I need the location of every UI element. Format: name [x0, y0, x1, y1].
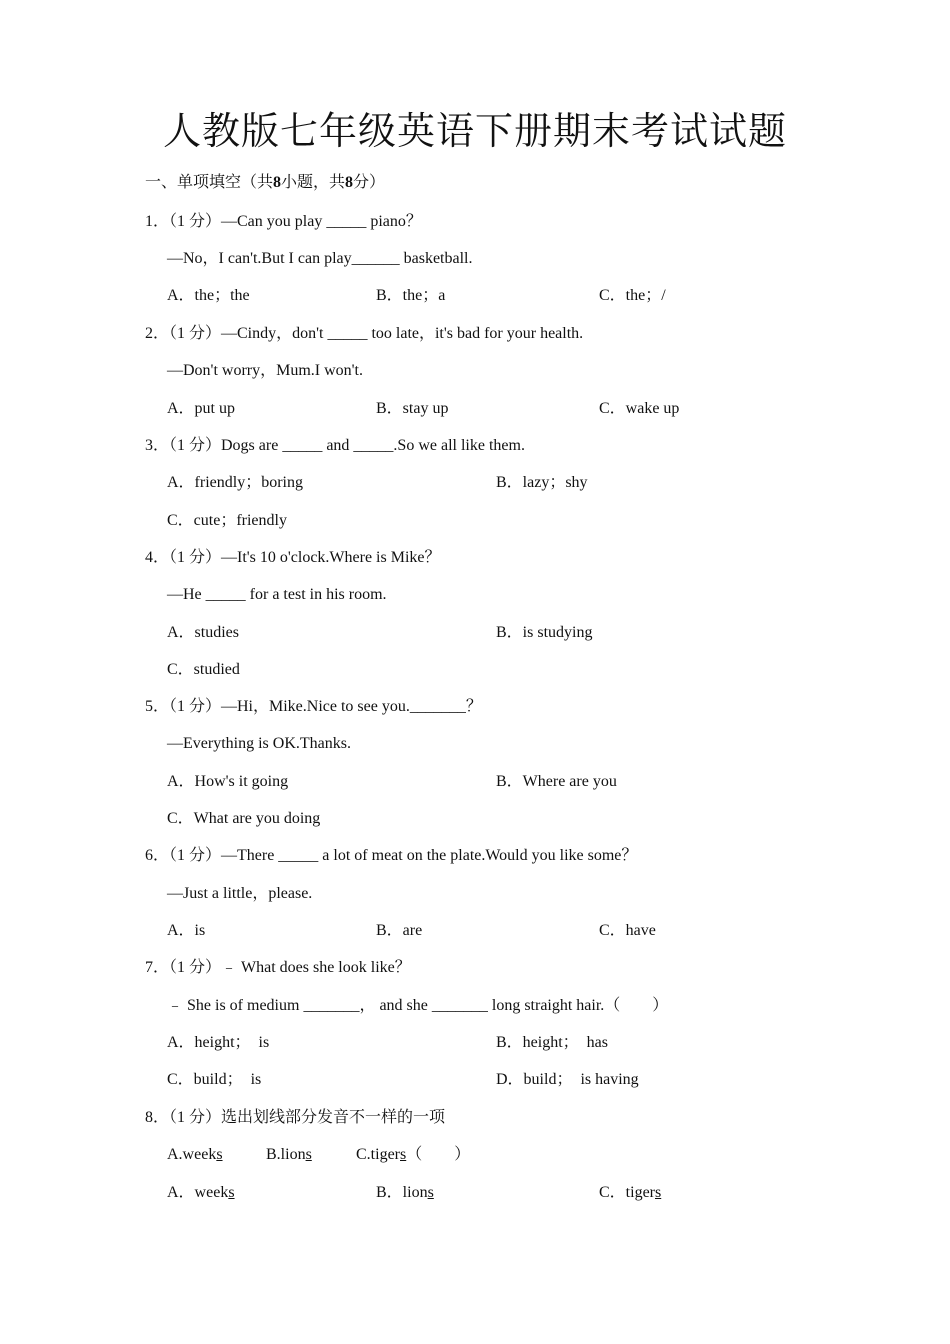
- question-8-word-c-text: C.tiger: [356, 1146, 400, 1163]
- question-8-word-b: [266, 1145, 312, 1165]
- question-3-option-b[interactable]: B．lazy；shy: [496, 474, 588, 491]
- question-8-answer-bracket: （ ）: [406, 1146, 471, 1163]
- question-4-option-b[interactable]: B．is studying: [496, 624, 593, 641]
- section-score-total: 8: [345, 174, 354, 191]
- question-7-line2: ﹣ She is of medium _______， and she _______ long straight hair.（ ）: [167, 997, 669, 1014]
- question-8-word-b-text: B.lion: [266, 1146, 306, 1163]
- question-8-word-a-underlined: s: [216, 1146, 223, 1163]
- question-4-option-c[interactable]: C．studied: [167, 661, 240, 678]
- question-3-option-a[interactable]: A．friendly；boring: [167, 474, 303, 491]
- question-2-stem: 2．（1 分）—Cindy，don't _____ too late，it's bad for your health.: [145, 325, 584, 342]
- question-7-option-d[interactable]: D．build； is having: [496, 1071, 639, 1088]
- question-2-option-b[interactable]: B．stay up: [376, 400, 449, 417]
- question-2-line2: —Don't worry，Mum.I won't.: [167, 362, 363, 379]
- question-7-option-c[interactable]: C．build； is: [167, 1071, 262, 1088]
- question-8-word-a: [167, 1145, 223, 1165]
- question-1-line2: —No，I can't.But I can play______ basketball.: [167, 250, 473, 267]
- section-heading-suffix: 分）: [353, 174, 386, 191]
- question-3-option-c[interactable]: C．cute；friendly: [167, 512, 287, 529]
- question-6-option-b[interactable]: B．are: [376, 922, 423, 939]
- question-1-stem: 1．（1 分）—Can you play _____ piano？: [145, 213, 422, 230]
- question-7-stem: 7．（1 分）﹣ What does she look like？: [145, 959, 411, 976]
- section-heading: [145, 173, 385, 193]
- question-5-stem: 5．（1 分）—Hi，Mike.Nice to see you._______？: [145, 698, 482, 715]
- question-8-stem: 8．（1 分）选出划线部分发音不一样的一项: [145, 1109, 446, 1126]
- section-question-count: 8: [273, 174, 282, 191]
- question-5-option-b[interactable]: B．Where are you: [496, 773, 617, 790]
- question-8-word-c: [356, 1145, 470, 1165]
- question-8-option-a[interactable]: [167, 1183, 235, 1203]
- question-8-option-a-text: A．week: [167, 1184, 229, 1201]
- page-title: 人教版七年级英语下册期末考试试题: [162, 109, 787, 153]
- question-8-option-b-underlined: s: [427, 1184, 434, 1201]
- question-8-option-b[interactable]: [376, 1183, 434, 1203]
- question-5-option-c[interactable]: C．What are you doing: [167, 810, 321, 827]
- question-1-option-a[interactable]: A．the；the: [167, 287, 250, 304]
- question-8-word-b-underlined: s: [305, 1146, 312, 1163]
- question-4-stem: 4．（1 分）—It's 10 o'clock.Where is Mike？: [145, 549, 441, 566]
- question-8-word-c-underlined: s: [400, 1146, 407, 1163]
- section-heading-prefix: 一、单项填空（共: [145, 174, 274, 191]
- question-1-option-c[interactable]: C．the；/: [599, 287, 666, 304]
- question-4-option-a[interactable]: A．studies: [167, 624, 240, 641]
- question-6-stem: 6．（1 分）—There _____ a lot of meat on the plate.Would you like some？: [145, 847, 638, 864]
- question-6-option-a[interactable]: A．is: [167, 922, 206, 939]
- question-7-option-b[interactable]: B．height； has: [496, 1034, 608, 1051]
- question-6-line2: —Just a little，please.: [167, 885, 313, 902]
- question-3-stem: 3．（1 分）Dogs are _____ and _____.So we all like them.: [145, 437, 525, 454]
- question-5-line2: —Everything is OK.Thanks.: [167, 735, 351, 752]
- question-4-line2: —He _____ for a test in his room.: [167, 586, 387, 603]
- question-8-option-a-underlined: s: [228, 1184, 235, 1201]
- question-2-option-c[interactable]: C．wake up: [599, 400, 680, 417]
- section-heading-middle: 小题，共: [281, 174, 346, 191]
- question-1-option-b[interactable]: B．the；a: [376, 287, 446, 304]
- question-8-option-c-underlined: s: [655, 1184, 662, 1201]
- question-2-option-a[interactable]: A．put up: [167, 400, 236, 417]
- question-8-option-c[interactable]: [599, 1183, 661, 1203]
- question-7-option-a[interactable]: A．height； is: [167, 1034, 270, 1051]
- question-8-word-a-text: A.week: [167, 1146, 217, 1163]
- question-8-option-b-text: B．lion: [376, 1184, 428, 1201]
- question-5-option-a[interactable]: A．How's it going: [167, 773, 289, 790]
- question-8-option-c-text: C．tiger: [599, 1184, 655, 1201]
- question-6-option-c[interactable]: C．have: [599, 922, 656, 939]
